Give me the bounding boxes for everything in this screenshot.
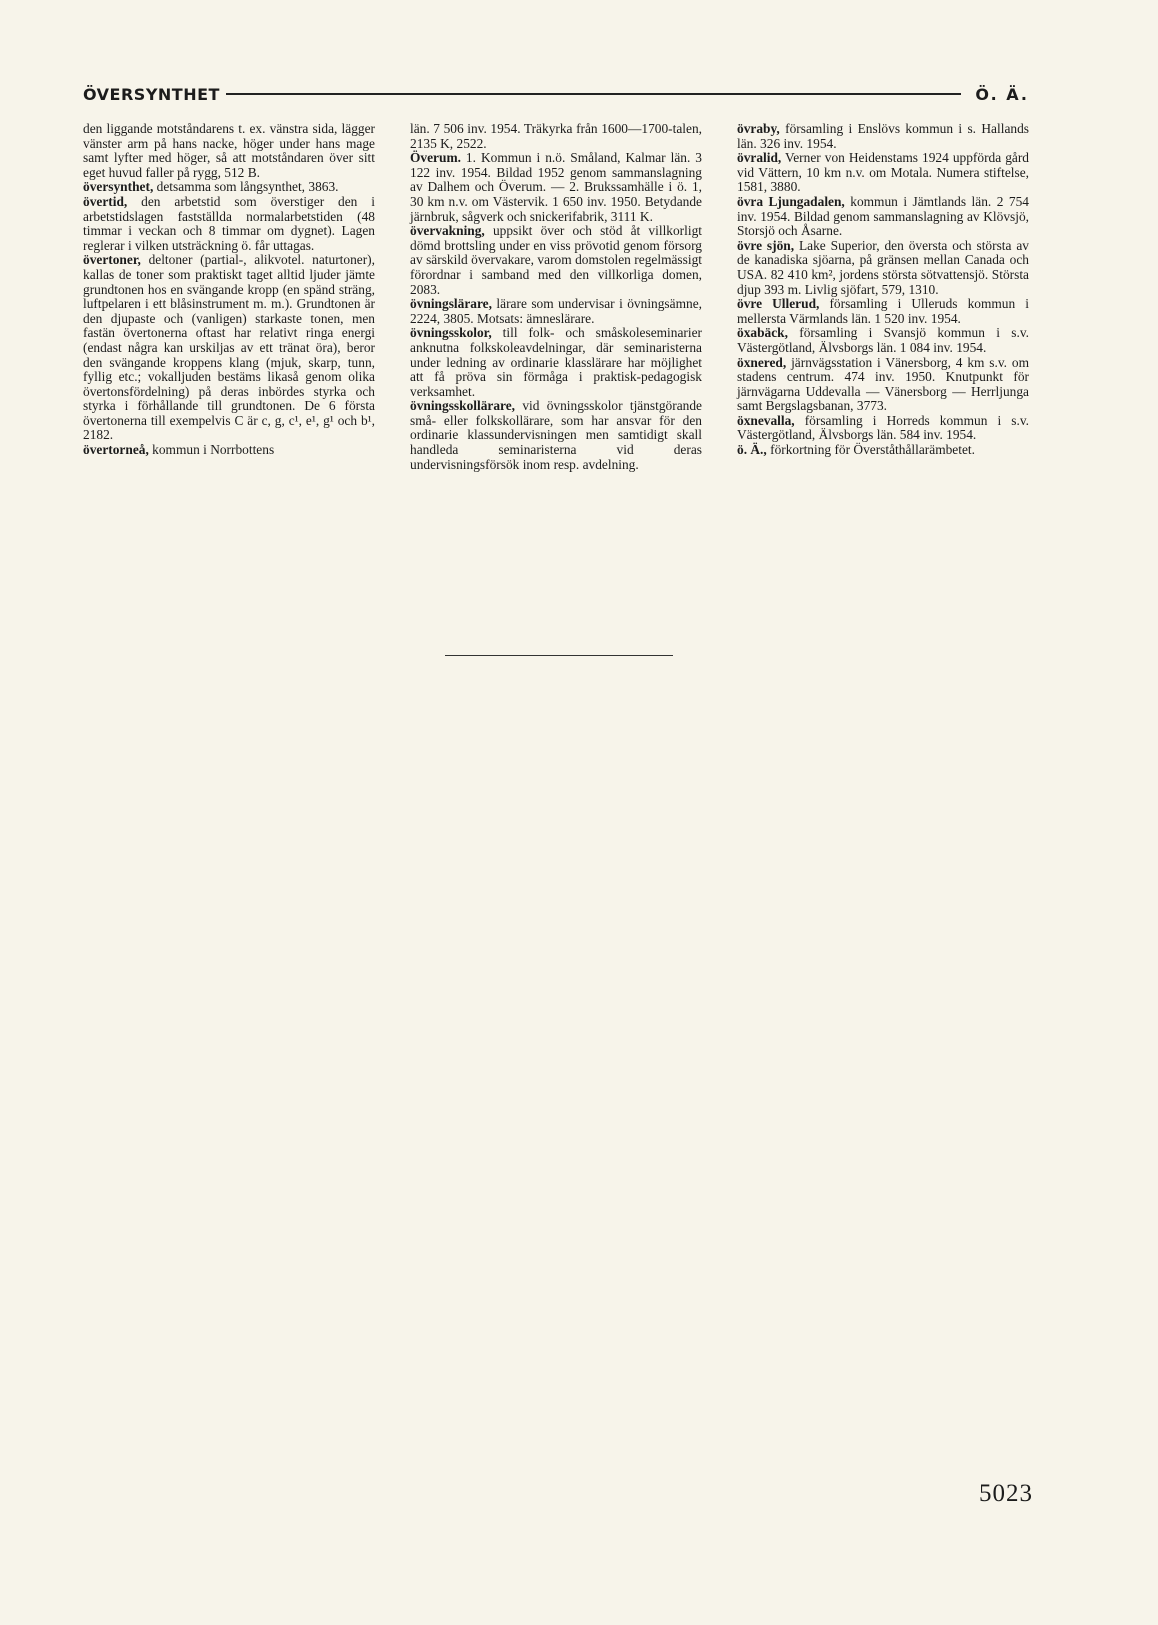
entry-headword: övre sjön, <box>737 237 795 253</box>
section-end-rule <box>445 655 673 656</box>
entry-headword: övningsskollärare, <box>410 398 516 414</box>
entry-text: lärare som undervisar i övningsämne, 2224, 3805. Motsats: ämneslärare. <box>410 296 702 326</box>
dictionary-entry <box>83 443 375 458</box>
entry-text: 1. Kommun i n.ö. Småland, Kalmar län. 3 122 inv. 1954. Bildad 1952 genom sammanslagning av Dalhem och Överum. — 2. Brukssamhälle i ö. 1, 30 km n.v. om Västervik. 1 650 inv. 1950. Betydande järnbruk, sågverk och snickerifabrik, 3111 K. <box>410 150 702 224</box>
entry-headword: övningsskolor, <box>410 325 492 341</box>
entry-text: församling i Svansjö kommun i s.v. Västergötland, Älvsborgs län. 1 084 inv. 1954. <box>737 325 1029 355</box>
column-1 <box>83 122 375 472</box>
dictionary-entry <box>83 180 375 195</box>
entry-headword: övningslärare, <box>410 296 492 312</box>
dictionary-entry <box>410 122 702 151</box>
dictionary-entry <box>410 297 702 326</box>
dictionary-entry <box>410 326 702 399</box>
entry-headword: övertoner, <box>83 252 141 268</box>
dictionary-entry <box>737 326 1029 355</box>
dictionary-entry <box>737 195 1029 239</box>
entry-headword: översynthet, <box>83 179 154 195</box>
dictionary-entry <box>737 443 1029 458</box>
dictionary-entry <box>83 253 375 443</box>
entry-text: förkortning för Överståthållarämbetet. <box>766 442 975 458</box>
entry-headword: Överum. <box>410 150 461 166</box>
entry-text: den liggande motståndarens t. ex. vänstra sida, lägger vänster arm på hans nacke, höger under hans mage samt lyfter med höger, så att motståndaren över sitt eget huvud faller på rygg, 512 B. <box>83 121 375 180</box>
page-number: 5023 <box>979 1480 1033 1507</box>
entry-text: uppsikt över och stöd åt villkorligt dömd brottsling under en viss prövotid genom försorg av särskild övervakare, varom domstolen regelmässigt förordnar i samband med den villkorliga domen, 2083. <box>410 223 702 297</box>
entry-headword: övre Ullerud, <box>737 296 820 312</box>
dictionary-entry <box>83 195 375 253</box>
entry-text: till folk- och småskoleseminarier anknutna folkskoleavdelningar, där seminaristerna under ledning av ordinarie klasslärare har möjlighet att få pröva sin förmåga i praktisk-pedagogisk verksamhet. <box>410 325 702 399</box>
column-2 <box>410 122 702 472</box>
running-head-left: ÖVERSYNTHET <box>83 84 220 104</box>
header-rule <box>226 93 961 95</box>
entry-headword: öxnevalla, <box>737 412 795 428</box>
entry-text: kommun i Jämtlands län. 2 754 inv. 1954. Bildad genom sammanslagning av Klövsjö, Storsjö och Åsarne. <box>737 193 1029 239</box>
entry-text: detsamma som långsynthet, 3863. <box>153 179 339 195</box>
entry-text: Verner von Heidenstams 1924 uppförda gård vid Vättern, 10 km n.v. om Motala. Numera stiftelse, 1581, 3880. <box>737 150 1029 195</box>
dictionary-entry <box>737 414 1029 443</box>
entry-text: järnvägsstation i Vänersborg, 4 km s.v. om stadens centrum. 474 inv. 1950. Knutpunkt för järnvägarna Uddevalla — Vänersborg — Herrljunga samt Bergslagsbanan, 3773. <box>737 354 1029 414</box>
entry-headword: övertorneå, <box>83 442 149 458</box>
entry-text: församling i Ulleruds kommun i mellersta Värmlands län. 1 520 inv. 1954. <box>737 296 1029 326</box>
entry-headword: övertid, <box>83 193 128 209</box>
dictionary-entry <box>737 122 1029 151</box>
entry-text: församling i Enslövs kommun i s. Hallands län. 326 inv. 1954. <box>737 121 1029 151</box>
entry-headword: övervakning, <box>410 223 485 239</box>
entry-text: församling i Horreds kommun i s.v. Västergötland, Älvsborgs län. 584 inv. 1954. <box>737 412 1029 443</box>
dictionary-entry <box>737 151 1029 195</box>
dictionary-entry <box>410 224 702 297</box>
running-head-right: Ö. Ä. <box>975 84 1029 104</box>
dictionary-entry <box>410 151 702 224</box>
text-columns <box>83 122 1029 472</box>
entry-headword: övralid, <box>737 150 782 166</box>
entry-headword: ö. Ä., <box>737 442 767 458</box>
entry-headword: övraby, <box>737 121 780 136</box>
entry-text: Lake Superior, den översta och största av de kanadiska sjöarna, på gränsen mellan Canada och USA. 82 410 km², jordens största sötvattensjö. Största djup 393 m. Livlig sjöfart, 579, 1310. <box>737 237 1029 297</box>
entry-headword: öxabäck, <box>737 325 788 341</box>
dictionary-entry <box>737 239 1029 297</box>
dictionary-entry <box>410 399 702 472</box>
dictionary-entry <box>737 356 1029 414</box>
entry-text: vid övningsskolor tjänstgörande små- eller folkskollärare, som har ansvar för den ordinarie klassundervisningen men samtidigt skall handleda seminaristerna vid deras undervisningsförsök inom resp. avdelning. <box>410 398 702 472</box>
entry-text: kommun i Norrbottens <box>148 442 275 458</box>
entry-text: deltoner (partial-, alikvotel. naturtoner), kallas de toner som praktiskt taget alltid ljuder jämte grundtonen hos en svängande kropp (en spänd sträng, luftpelaren i ett blåsinstrument m. m.). Grundtonen är den djupaste och (vanligen) starkaste tonen, men fastän övertonerna oftast har relativt ringa energi (endast några kan urskiljas av ett tränat öra), beror den svängande kroppens klang (mjuk, skarp, tunn, fyllig etc.; vokalljuden bestäms likaså genom olika övertonsfördelning) på deras inbördes styrka och styrka i förhållande till grundtonen. De 6 första övertonerna till exempelvis C är c, g, c¹, e¹, g¹ och b¹, 2182. <box>83 252 375 443</box>
entry-headword: övra Ljungadalen, <box>737 193 845 209</box>
running-head <box>83 82 1029 106</box>
dictionary-entry <box>737 297 1029 326</box>
entry-text: län. 7 506 inv. 1954. Träkyrka från 1600—1700-talen, 2135 K, 2522. <box>410 121 702 151</box>
entry-text: den arbetstid som överstiger den i arbetstidslagen fastställda normalarbetstiden (48 timmar i veckan och 8 timmar om dygnet). Lagen reglerar i vilken utsträckning ö. får uttagas. <box>83 193 375 253</box>
entry-headword: öxnered, <box>737 354 787 370</box>
dictionary-entry <box>83 122 375 180</box>
column-3 <box>737 122 1029 472</box>
